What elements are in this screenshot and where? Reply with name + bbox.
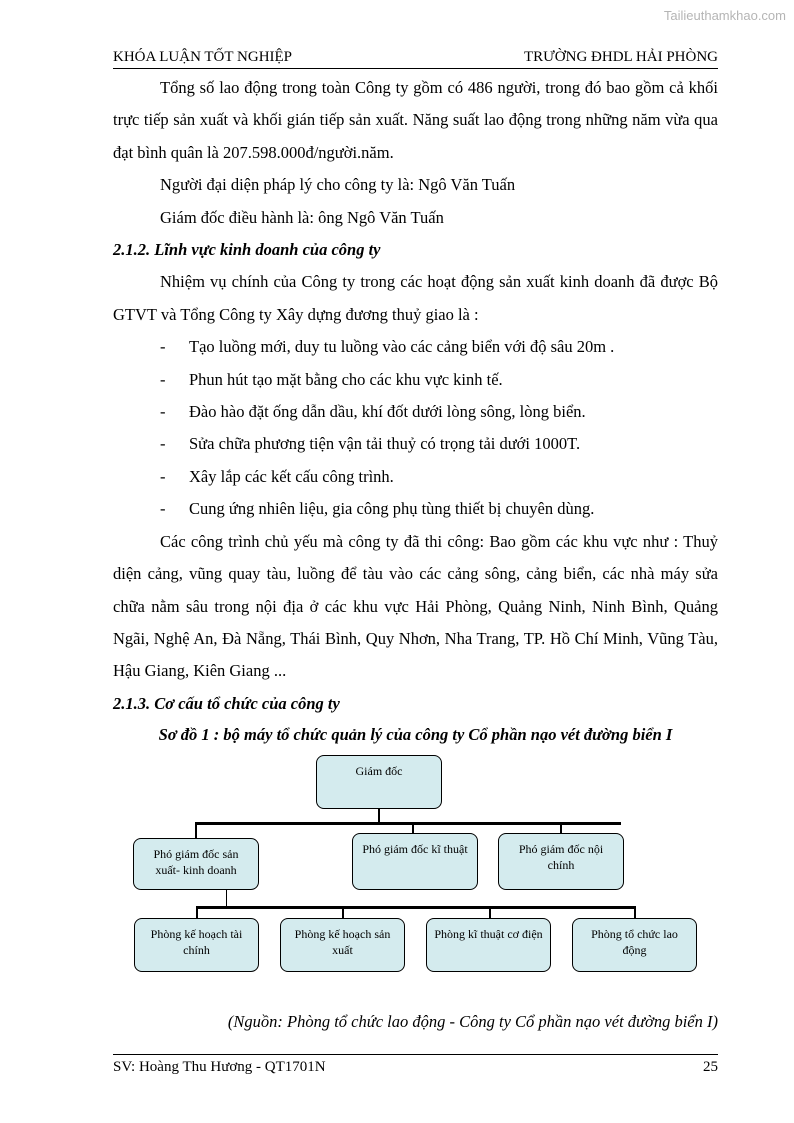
list-item: - Cung ứng nhiên liệu, gia công phụ tùng thiết bị chuyên dùng. <box>113 493 718 525</box>
box-deputy-production: Phó giám đốc sản xuất- kinh doanh <box>133 838 259 890</box>
box-dept-labour: Phòng tổ chức lao động <box>572 918 697 972</box>
connector-deputy-bar <box>195 822 621 825</box>
connector-dept-bar <box>196 906 636 909</box>
heading-org-structure: 2.1.3. Cơ cấu tổ chức của công ty <box>113 693 340 713</box>
box-deputy-internal: Phó giám đốc nội chính <box>498 833 624 890</box>
header-left: KHÓA LUẬN TỐT NGHIỆP <box>113 49 293 65</box>
diagram-source: (Nguồn: Phòng tổ chức lao động - Công ty Cổ phần nạo vét đường biển I) <box>227 1012 718 1031</box>
box-director: Giám đốc <box>316 755 442 809</box>
heading-business-field: 2.1.2. Lĩnh vực kinh doanh của công ty <box>113 240 381 260</box>
page-footer <box>113 1054 718 1076</box>
list-item: - Xây lắp các kết cấu công trình. <box>113 461 718 493</box>
header-right: TRƯỜNG ĐHDL HẢI PHÒNG <box>524 49 718 65</box>
list-item: - Phun hút tạo mặt bằng cho các khu vực kinh tế. <box>113 364 718 396</box>
paragraph-director: Giám đốc điều hành là: ông Ngô Văn Tuấn <box>160 207 444 227</box>
footer-author: SV: Hoàng Thu Hương - QT1701N <box>113 1059 326 1075</box>
list-item: - Sửa chữa phương tiện vận tải thuỷ có trọng tải dưới 1000T. <box>113 428 718 460</box>
connector-deputy-1 <box>195 822 197 839</box>
paragraph-tasks-intro: Nhiệm vụ chính của Công ty trong các hoạt động sản xuất kinh doanh đã được Bộ GTVT và Tổng Công ty Xây dựng đương thuỷ giao là : <box>113 272 718 324</box>
watermark: Tailieuthamkhao.com <box>663 8 786 23</box>
diagram-caption: Sơ đồ 1 : bộ máy tổ chức quản lý của công ty Cổ phần nạo vét đường biển I <box>158 725 673 744</box>
page-number: 25 <box>703 1059 718 1075</box>
box-dept-finance: Phòng kế hoạch tài chính <box>134 918 259 972</box>
list-item: - Tạo luồng mới, duy tu luồng vào các cảng biển với độ sâu 20m . <box>113 331 718 363</box>
box-dept-mechanical: Phòng kĩ thuật cơ điện <box>426 918 551 972</box>
paragraph-projects: Các công trình chủ yếu mà công ty đã thi công: Bao gồm các khu vực như : Thuỷ diện cảng, vũng quay tàu, luồng để tàu vào các cảng sông, cảng biển, các nhà máy sửa chữa nằm sâu trong nội địa ở các khu vực Hải Phòng, Quảng Ninh, Ninh Bình, Quảng Ngãi, Nghệ An, Đà Nẵng, Thái Bình, Quy Nhơn, Nha Trang, TP. Hồ Chí Minh, Vũng Tàu, Hậu Giang, Kiên Giang ... <box>113 531 718 681</box>
list-item: - Đào hào đặt ống dẫn dầu, khí đốt dưới lòng sông, lòng biển. <box>113 396 718 428</box>
box-deputy-technical: Phó giám đốc kĩ thuật <box>352 833 478 890</box>
paragraph-legal-rep: Người đại diện pháp lý cho công ty là: Ngô Văn Tuấn <box>160 175 516 195</box>
paragraph-workforce: Tổng số lao động trong toàn Công ty gồm có 486 người, trong đó bao gồm cả khối trực tiếp sản xuất và khối gián tiếp sản xuất. Năng suất lao động trong những năm vừa qua đạt bình quân là 207.598.000đ/người.năm. <box>113 78 718 162</box>
box-dept-production-plan: Phòng kế hoạch sản xuất <box>280 918 405 972</box>
